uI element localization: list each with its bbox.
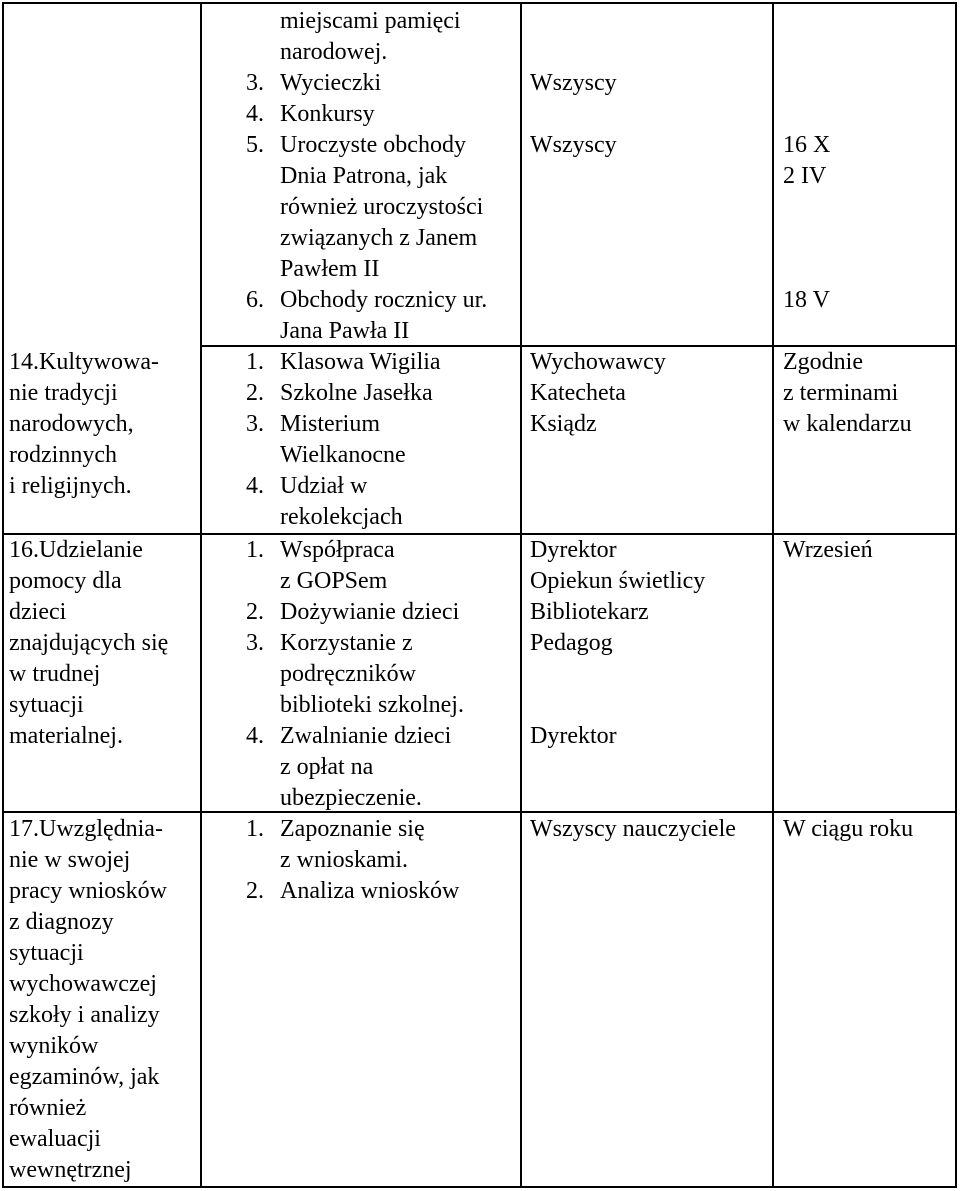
form-list-item [246, 471, 441, 502]
forms-cell-row-4 [246, 814, 459, 907]
form-list-item [246, 37, 487, 68]
topic-line: w trudnej [9, 661, 101, 687]
topic-cell-row-4 [9, 814, 167, 1186]
form-list-item [246, 721, 464, 752]
blank-line [783, 223, 830, 254]
deadline-line: 18 V [783, 287, 830, 313]
form-list-item [246, 285, 487, 316]
responsible-line: Bibliotekarz [530, 599, 649, 625]
topic-line: egzaminów, jak [9, 1064, 160, 1090]
form-list-item [246, 316, 487, 347]
blank-line [530, 99, 617, 130]
topic-line: 14.Kultywowa- [9, 349, 159, 375]
list-text: Korzystanie z [280, 630, 413, 656]
form-list-item [246, 814, 459, 845]
form-list-item [246, 161, 487, 192]
blank-line [530, 690, 705, 721]
list-text: Klasowa Wigilia [280, 349, 441, 375]
list-number: 5. [246, 132, 264, 158]
form-list-item [246, 566, 464, 597]
responsible-line: Wszyscy [530, 70, 617, 96]
list-number: 3. [246, 411, 264, 437]
column-divider [520, 4, 522, 1186]
list-number: 2. [246, 878, 264, 904]
topic-line: dzieci [9, 599, 67, 625]
responsible-line: Opiekun świetlicy [530, 568, 706, 594]
blank-line [783, 192, 830, 223]
responsible-cell-row-3 [530, 535, 705, 752]
responsible-line: Ksiądz [530, 411, 597, 437]
forms-cell-row-3 [246, 535, 464, 814]
form-list-item [246, 409, 441, 440]
topic-cell-row-3 [9, 535, 168, 752]
forms-cell-row-1 [246, 6, 487, 347]
list-text: Szkolne Jasełka [280, 380, 433, 406]
form-list-item [246, 659, 464, 690]
topic-line: nie tradycji [9, 380, 118, 406]
column-divider [200, 4, 202, 1186]
topic-line: i religijnych. [9, 473, 132, 499]
list-text: ubezpieczenie. [280, 785, 422, 811]
responsible-cell-row-4 [530, 814, 736, 845]
list-number: 4. [246, 723, 264, 749]
responsible-cell-row-2 [530, 347, 666, 440]
list-text: Wielkanocne [280, 442, 406, 468]
deadline-line: W ciągu roku [783, 816, 914, 842]
form-list-item [246, 254, 487, 285]
deadline-line: 16 X [783, 132, 831, 158]
topic-line: wyników [9, 1033, 99, 1059]
form-list-item [246, 347, 441, 378]
list-text: rekolekcjach [280, 504, 403, 530]
form-list-item [246, 68, 487, 99]
list-text: Zapoznanie się [280, 816, 425, 842]
topic-line: sytuacji [9, 692, 84, 718]
topic-line: pracy wniosków [9, 878, 167, 904]
form-list-item [246, 783, 464, 814]
topic-line: szkoły i analizy [9, 1002, 160, 1028]
list-number: 4. [246, 473, 264, 499]
topic-line: znajdujących się [9, 630, 169, 656]
list-text: Pawłem II [280, 256, 380, 282]
topic-line: z diagnozy [9, 909, 114, 935]
list-number: 4. [246, 101, 264, 127]
form-list-item [246, 130, 487, 161]
row-divider [4, 811, 955, 813]
deadline-cell-row-2 [783, 347, 912, 440]
list-text: Zwalnianie dzieci [280, 723, 452, 749]
list-text: Udział w [280, 473, 368, 499]
deadline-line: w kalendarzu [783, 411, 912, 437]
topic-line: 17.Uwzględnia- [9, 816, 163, 842]
form-list-item [246, 845, 459, 876]
form-list-item [246, 192, 487, 223]
list-text: związanych z Janem [280, 225, 478, 251]
list-text: z wnioskami. [280, 847, 408, 873]
topic-line: wychowawczej [9, 971, 157, 997]
blank-line [783, 68, 830, 99]
deadline-line: Wrzesień [783, 537, 873, 563]
deadline-cell-row-4 [783, 814, 913, 845]
list-text: Dnia Patrona, jak [280, 163, 448, 189]
list-number: 3. [246, 630, 264, 656]
responsible-line: Pedagog [530, 630, 613, 656]
responsible-line: Katecheta [530, 380, 626, 406]
form-list-item [246, 6, 487, 37]
list-number: 1. [246, 349, 264, 375]
form-list-item [246, 597, 464, 628]
topic-line: rodzinnych [9, 442, 117, 468]
responsible-cell-row-1 [530, 68, 617, 161]
topic-line: wewnętrznej [9, 1157, 132, 1183]
form-list-item [246, 502, 441, 533]
topic-line: materialnej. [9, 723, 123, 749]
form-list-item [246, 378, 441, 409]
list-text: Współpraca [280, 537, 395, 563]
form-list-item [246, 440, 441, 471]
list-text: miejscami pamięci [280, 8, 461, 34]
list-text: biblioteki szkolnej. [280, 692, 464, 718]
column-divider [772, 4, 774, 1186]
form-list-item [246, 99, 487, 130]
form-list-item [246, 876, 459, 907]
list-number: 3. [246, 70, 264, 96]
form-list-item [246, 535, 464, 566]
list-text: Dożywianie dzieci [280, 599, 460, 625]
list-text: Obchody rocznicy ur. [280, 287, 488, 313]
responsible-line: Wszyscy [530, 132, 617, 158]
topic-line: 16.Udzielanie [9, 537, 143, 563]
responsible-line: Wszyscy nauczyciele [530, 816, 736, 842]
blank-line [530, 659, 705, 690]
list-number: 1. [246, 537, 264, 563]
list-number: 1. [246, 816, 264, 842]
list-text: również uroczystości [280, 194, 484, 220]
deadline-cell-row-3 [783, 535, 873, 566]
list-text: narodowej. [280, 39, 388, 65]
responsible-line: Wychowawcy [530, 349, 666, 375]
topic-line: narodowych, [9, 411, 134, 437]
blank-line [783, 99, 830, 130]
blank-line [783, 254, 830, 285]
responsible-line: Dyrektor [530, 723, 617, 749]
form-list-item [246, 690, 464, 721]
list-text: z opłat na [280, 754, 374, 780]
list-text: Uroczyste obchody [280, 132, 466, 158]
deadline-line: 2 IV [783, 163, 827, 189]
list-text: Analiza wniosków [280, 878, 460, 904]
topic-line: pomocy dla [9, 568, 122, 594]
list-text: podręczników [280, 661, 416, 687]
responsible-line: Dyrektor [530, 537, 617, 563]
list-text: Konkursy [280, 101, 375, 127]
list-text: Jana Pawła II [280, 318, 410, 344]
deadline-line: Zgodnie [783, 349, 863, 375]
topic-line: nie w swojej [9, 847, 131, 873]
topic-line: sytuacji [9, 940, 84, 966]
form-list-item [246, 752, 464, 783]
deadline-line: z terminami [783, 380, 899, 406]
list-number: 2. [246, 380, 264, 406]
topic-cell-row-2 [9, 347, 159, 502]
forms-cell-row-2 [246, 347, 441, 533]
list-number: 2. [246, 599, 264, 625]
list-number: 6. [246, 287, 264, 313]
list-text: Wycieczki [280, 70, 382, 96]
deadline-cell-row-1 [783, 68, 830, 316]
list-text: Misterium [280, 411, 380, 437]
list-text: z GOPSem [280, 568, 388, 594]
form-list-item [246, 628, 464, 659]
topic-line: ewaluacji [9, 1126, 101, 1152]
topic-line: również [9, 1095, 87, 1121]
form-list-item [246, 223, 487, 254]
